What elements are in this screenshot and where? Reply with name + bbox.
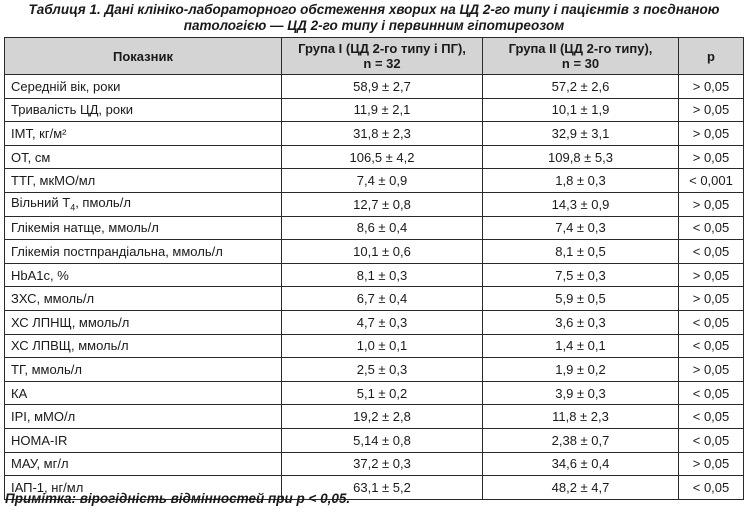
- group-2-value: 34,6 ± 0,4: [483, 452, 679, 476]
- table-row: [5, 405, 744, 429]
- row-label-main: Вільний T: [11, 195, 71, 211]
- table-header-row: [5, 38, 744, 75]
- table-note: Примітка: вірогідність відмінностей при p < 0,05.: [5, 491, 351, 506]
- group-2-value: 8,1 ± 0,5: [483, 240, 679, 264]
- row-label: КА: [5, 381, 282, 405]
- caption-line-1: Таблиця 1. Дані клініко-лабораторного обстеження хворих на ЦД 2-го типу і пацієнтів з поєднаною: [28, 2, 720, 17]
- caption-line-2: патологією — ЦД 2-го типу і первинним гіпотиреозом: [183, 18, 565, 33]
- table-row: [5, 452, 744, 476]
- p-value: > 0,05: [679, 145, 744, 169]
- group-2-value: 3,9 ± 0,3: [483, 381, 679, 405]
- header-group-1-title: Група І (ЦД 2-го типу і ПГ),: [298, 41, 466, 56]
- group-2-value: 2,38 ± 0,7: [483, 428, 679, 452]
- p-value: < 0,05: [679, 216, 744, 240]
- group-2-value: 109,8 ± 5,3: [483, 145, 679, 169]
- header-group-2-n: n = 30: [561, 56, 600, 71]
- row-label: ІМТ, кг/м²: [5, 122, 282, 146]
- group-2-value: 5,9 ± 0,5: [483, 287, 679, 311]
- group-1-value: 8,6 ± 0,4: [282, 216, 483, 240]
- table-row: [5, 192, 744, 216]
- row-label: ТГ, ммоль/л: [5, 358, 282, 382]
- row-label: Тривалість ЦД, роки: [5, 98, 282, 122]
- row-label-subscript: 4: [70, 203, 76, 214]
- p-value: < 0,05: [679, 310, 744, 334]
- group-2-value: 10,1 ± 1,9: [483, 98, 679, 122]
- p-value: > 0,05: [679, 75, 744, 99]
- group-2-value: 3,6 ± 0,3: [483, 310, 679, 334]
- row-label: ХС ЛПВЩ, ммоль/л: [5, 334, 282, 358]
- row-label: [5, 192, 282, 216]
- table-row: [5, 263, 744, 287]
- row-label: Глікемія натще, ммоль/л: [5, 216, 282, 240]
- header-group-2-title: Група ІІ (ЦД 2-го типу),: [508, 41, 653, 56]
- group-1-value: 8,1 ± 0,3: [282, 263, 483, 287]
- p-value: > 0,05: [679, 98, 744, 122]
- header-group-1: [282, 38, 483, 75]
- group-2-value: 14,3 ± 0,9: [483, 192, 679, 216]
- group-2-value: 7,4 ± 0,3: [483, 216, 679, 240]
- p-value: > 0,05: [679, 358, 744, 382]
- row-label: Глікемія постпрандіальна, ммоль/л: [5, 240, 282, 264]
- table-row: [5, 334, 744, 358]
- row-label: Середній вік, роки: [5, 75, 282, 99]
- p-value: > 0,05: [679, 287, 744, 311]
- group-2-value: 1,9 ± 0,2: [483, 358, 679, 382]
- data-table: [4, 37, 744, 500]
- group-1-value: 6,7 ± 0,4: [282, 287, 483, 311]
- group-2-value: 1,4 ± 0,1: [483, 334, 679, 358]
- group-1-value: 10,1 ± 0,6: [282, 240, 483, 264]
- table-row: [5, 310, 744, 334]
- table-row: [5, 122, 744, 146]
- group-2-value: 11,8 ± 2,3: [483, 405, 679, 429]
- table-row: [5, 169, 744, 193]
- table-caption: [5, 2, 743, 34]
- group-1-value: 37,2 ± 0,3: [282, 452, 483, 476]
- row-label: ХС ЛПНЩ, ммоль/л: [5, 310, 282, 334]
- p-value: < 0,05: [679, 428, 744, 452]
- group-1-value: 11,9 ± 2,1: [282, 98, 483, 122]
- group-2-value: 57,2 ± 2,6: [483, 75, 679, 99]
- group-1-value: 7,4 ± 0,9: [282, 169, 483, 193]
- row-label-unit: , пмоль/л: [75, 195, 131, 211]
- p-value: > 0,05: [679, 122, 744, 146]
- p-value: < 0,05: [679, 381, 744, 405]
- row-label: ТТГ, мкМО/мл: [5, 169, 282, 193]
- p-value: > 0,05: [679, 452, 744, 476]
- group-1-value: 5,14 ± 0,8: [282, 428, 483, 452]
- p-value: < 0,001: [679, 169, 744, 193]
- group-1-value: 12,7 ± 0,8: [282, 192, 483, 216]
- table-row: [5, 428, 744, 452]
- row-label: ОТ, см: [5, 145, 282, 169]
- table-row: [5, 75, 744, 99]
- table-row: [5, 98, 744, 122]
- p-value: < 0,05: [679, 476, 744, 500]
- group-1-value: 31,8 ± 2,3: [282, 122, 483, 146]
- table-row: [5, 358, 744, 382]
- group-2-value: 32,9 ± 3,1: [483, 122, 679, 146]
- table-row: [5, 216, 744, 240]
- group-2-value: 48,2 ± 4,7: [483, 476, 679, 500]
- group-1-value: 4,7 ± 0,3: [282, 310, 483, 334]
- table-row: [5, 381, 744, 405]
- p-value: > 0,05: [679, 263, 744, 287]
- header-p: p: [679, 38, 744, 75]
- group-1-value: 106,5 ± 4,2: [282, 145, 483, 169]
- header-indicator: Показник: [5, 38, 282, 75]
- group-2-value: 7,5 ± 0,3: [483, 263, 679, 287]
- p-value: < 0,05: [679, 334, 744, 358]
- group-2-value: 1,8 ± 0,3: [483, 169, 679, 193]
- row-label: HbA1c, %: [5, 263, 282, 287]
- p-value: < 0,05: [679, 405, 744, 429]
- group-1-value: 2,5 ± 0,3: [282, 358, 483, 382]
- p-value: < 0,05: [679, 240, 744, 264]
- header-group-2: [483, 38, 679, 75]
- table-row: [5, 287, 744, 311]
- table-row: [5, 145, 744, 169]
- group-1-value: 5,1 ± 0,2: [282, 381, 483, 405]
- header-group-1-n: n = 32: [363, 56, 401, 71]
- row-label: МАУ, мг/л: [5, 452, 282, 476]
- p-value: > 0,05: [679, 192, 744, 216]
- group-1-value: 63,1 ± 5,2: [282, 476, 483, 500]
- group-1-value: 19,2 ± 2,8: [282, 405, 483, 429]
- row-label: ЗХС, ммоль/л: [5, 287, 282, 311]
- row-label: HOMA-IR: [5, 428, 282, 452]
- row-label: ІАП-1, нг/мл: [5, 476, 282, 500]
- table-row: [5, 240, 744, 264]
- group-1-value: 1,0 ± 0,1: [282, 334, 483, 358]
- row-label: ІРІ, мМО/л: [5, 405, 282, 429]
- group-1-value: 58,9 ± 2,7: [282, 75, 483, 99]
